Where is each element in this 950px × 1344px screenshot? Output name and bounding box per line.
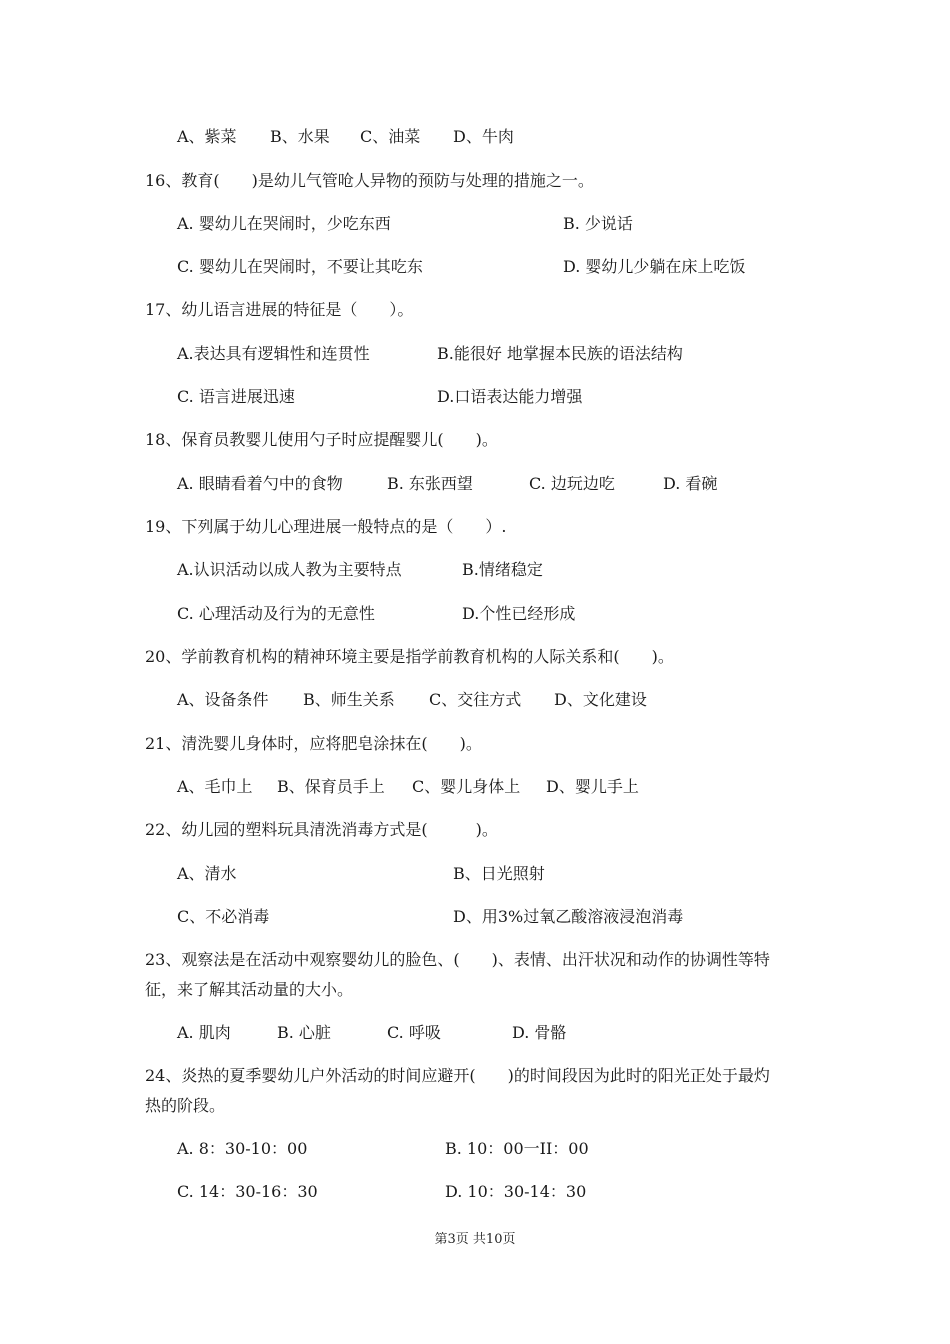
question-16-option-d: D. 婴幼儿少躺在床上吃饭: [563, 257, 746, 276]
question-24-option-b: B. 10：00一II：00: [445, 1139, 589, 1158]
question-20-option-a: A、设备条件: [177, 690, 269, 709]
question-22-option-d: D、用3%过氧乙酸溶液浸泡消毒: [453, 907, 684, 926]
question-16: 16、教育( )是幼儿气管呛人异物的预防与处理的措施之一。: [145, 171, 594, 190]
question-17-option-b: B.能很好 地掌握本民族的语法结构: [437, 344, 683, 363]
question-19-option-a: A.认识活动以成人教为主要特点: [177, 560, 402, 579]
question-23-line-2: 征，来了解其活动量的大小。: [145, 980, 354, 999]
question-23-option-d: D. 骨骼: [512, 1023, 567, 1042]
question-23-option-c: C. 呼吸: [387, 1023, 441, 1042]
question-16-option-b: B. 少说话: [563, 214, 633, 233]
page-number-footer: 第3页 共10页: [434, 1232, 516, 1247]
question-23-line-1: 23、观察法是在活动中观察婴幼儿的脸色、( )、表情、出汗状况和动作的协调性等特: [145, 950, 770, 969]
question-18: 18、保育员教婴儿使用勺子时应提醒婴儿( )。: [145, 430, 498, 449]
question-20-option-c: C、交往方式: [429, 690, 522, 709]
question-21-option-a: A、毛巾上: [177, 777, 253, 796]
question-22-option-b: B、日光照射: [453, 864, 545, 883]
question-17-option-a: A.表达具有逻辑性和连贯性: [177, 344, 370, 363]
question-19-option-d: D.个性已经形成: [462, 604, 576, 623]
option-d: D、牛肉: [453, 127, 514, 146]
question-18-option-c: C. 边玩边吃: [529, 474, 615, 493]
option-c: C、油菜: [360, 127, 421, 146]
question-20-option-d: D、文化建设: [554, 690, 647, 709]
option-a: A、紫菜: [177, 127, 237, 146]
question-18-option-a: A. 眼睛看着勺中的食物: [177, 474, 343, 493]
question-24-line-2: 热的阶段。: [145, 1096, 226, 1115]
question-21-option-c: C、婴儿身体上: [412, 777, 521, 796]
question-20: 20、学前教育机构的精神环境主要是指学前教育机构的人际关系和( )。: [145, 647, 674, 666]
question-18-option-d: D. 看碗: [663, 474, 718, 493]
option-b: B、水果: [270, 127, 330, 146]
question-20-option-b: B、师生关系: [303, 690, 395, 709]
question-17-option-d: D.口语表达能力增强: [437, 387, 583, 406]
question-17: 17、幼儿语言进展的特征是（ ）。: [145, 300, 414, 319]
question-21-option-b: B、保育员手上: [277, 777, 385, 796]
question-19-option-b: B.情绪稳定: [462, 560, 543, 579]
question-17-option-c: C. 语言进展迅速: [177, 387, 295, 406]
question-23-option-b: B. 心脏: [277, 1023, 331, 1042]
question-21-option-d: D、婴儿手上: [546, 777, 639, 796]
question-24-option-a: A. 8：30-10：00: [177, 1139, 308, 1158]
question-24-option-d: D. 10：30-14：30: [445, 1182, 587, 1201]
question-22: 22、幼儿园的塑料玩具清洗消毒方式是( )。: [145, 820, 498, 839]
question-19: 19、下列属于幼儿心理进展一般特点的是（ ）.: [145, 517, 507, 536]
question-22-option-c: C、不必消毒: [177, 907, 270, 926]
question-21: 21、清洗婴儿身体时，应将肥皂涂抹在( )。: [145, 734, 482, 753]
question-23-option-a: A. 肌肉: [177, 1023, 231, 1042]
question-19-option-c: C. 心理活动及行为的无意性: [177, 604, 375, 623]
question-18-option-b: B. 东张西望: [387, 474, 473, 493]
question-22-option-a: A、清水: [177, 864, 237, 883]
question-16-option-a: A. 婴幼儿在哭闹时，少吃东西: [177, 214, 391, 233]
question-24-line-1: 24、炎热的夏季婴幼儿户外活动的时间应避开( )的时间段因为此时的阳光正处于最灼: [145, 1066, 770, 1085]
question-16-option-c: C. 婴幼儿在哭闹时，不要让其吃东: [177, 257, 423, 276]
question-24-option-c: C. 14：30-16：30: [177, 1182, 318, 1201]
